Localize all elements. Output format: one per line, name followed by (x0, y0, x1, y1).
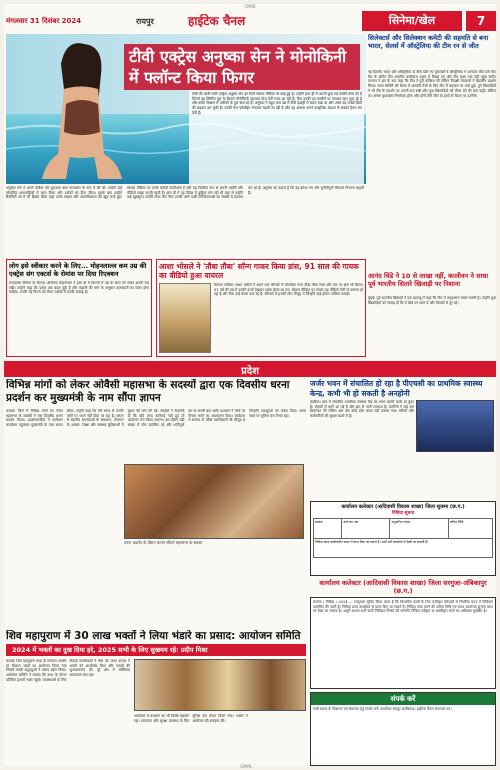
tender-detail: निविदा प्रपत्र कार्यालयीन समय में प्राप्त किए जा सकते हैं। सभी शर्तें कार्यालय में देखी जा सकती हैं। (314, 538, 493, 558)
newspaper-page (4, 4, 496, 766)
tender-col-date: अंतिम तिथि (448, 519, 492, 539)
tender-table (313, 518, 493, 558)
player-story-text: मुंबई। पूर्व भारतीय खिलाड़ी ने एक इंटरव्यू में कहा कि टीम में अनुशासन सबसे जरूरी है। उन्होंने युवा खिलाड़ियों को सलाह दी कि वे खेल पर ध्यान दें और विवादों से दूर रहें। (368, 296, 496, 305)
main-story-body (192, 92, 362, 182)
owaisi-protest-text: कवर्धा। जिले में विभिन्न मांगों को लेकर महासभा के सदस्यों ने एक दिवसीय धरना प्रदर्शन किया। प्रदर्शनकारियों ने कलेक्टर कार्यालय पहुंचकर मुख्यमंत्री के नाम ज्ञापन सौंपा। उन्होंने कहा कि लंबे समय से उनकी मांगों पर ध्यान नहीं दिया जा रहा है। ज्ञापन में स्थानीय समस्याओं के समाधान, रोजगार के अवसर, शिक्षा और स्वास्थ्य सुविधाओं में सुधार की मांग की गई। सदस्यों ने चेतावनी दी कि यदि जल्द कार्रवाई नहीं हुई तो आंदोलन तेज किया जाएगा। इस दौरान बड़ी संख्या में लोग उपस्थित रहे और शांतिपूर्ण ढंग से अपनी बात रखी। प्रशासन ने मांगों पर विचार करने का आश्वासन दिया। कार्यक्रम में समाज के वरिष्ठ पदाधिकारी भी मौजूद थे जिन्होंने एकजुटता का संदेश दिया। धरना स्थल पर पुलिस बल तैनात रहा। (6, 409, 306, 428)
issue-date: मंगलवार 31 दिसंबर 2024 (6, 17, 82, 25)
phc-building-photo (416, 400, 494, 452)
tender-notice-title: कार्यालय कलेक्टर (आदिवासी विकास शाखा) जिला सुकमा (छ.ग.) (341, 504, 465, 510)
phc-story-text: पंडरिया। ग्राम में संचालित प्राथमिक स्वास्थ्य केंद्र का भवन काफी जर्जर हो चुका है। दीवारों में दरारें आ गई हैं और छत से पानी टपकता है। ग्रामीणों ने कई बार शिकायत की लेकिन अब तक कोई ठोस कदम नहीं उठाया गया। मरीजों और कर्मचारियों की सुरक्षा खतरे में है। (310, 400, 414, 419)
tender-notice-subtitle: निविदा सूचना (391, 511, 414, 516)
shiv-mahapuran-headline: शिव महापुराण में 30 लाख भक्तों ने लिया भंडारे का प्रसाद: आयोजन समिति (6, 630, 301, 642)
tender-col-cost: अनुमानित लागत (390, 519, 449, 539)
newspaper-brand: हाईटेक चैनल (188, 14, 246, 28)
shiv-mahapuran-photo (134, 659, 306, 711)
main-story-text: टीवी की जानी-मानी एक्ट्रेस अनुष्का सेन इन दिनों सोशल मीडिया पर छाई हुई हैं। उन्होंने हाल ही में अपनी कुछ नई तस्वीरें शेयर की हैं जिनमें वह स्विमिंग पूल के किनारे मोनोकिनी पहनकर पोज देती नजर आ रही हैं। फैंस उनकी इन तस्वीरों पर जमकर प्यार लुटा रहे हैं और कमेंट सेक्शन में तारीफों के पुल बांध रहे हैं। अनुष्का ने बहुत कम उम्र में टीवी इंडस्ट्री में कदम रखा था और आज वह लाखों दिलों की धड़कन बन चुकी हैं। उनकी फैन फॉलोइंग लगातार बढ़ती जा रही है और वह अक्सर अपने स्टाइलिश अंदाज से सबको हैरान कर देती हैं। (192, 92, 362, 115)
asha-bhosle-headline: आशा भोसले ने 'तौबा तौबा' सॉन्ग गाकर किया डांस, 91 साल की गायक का वीडियो हुआ वायरल (159, 262, 359, 280)
asha-bhosle-story-box (156, 259, 366, 357)
mohanlal-headline: लोग इसे स्वीकार करने के लिए... मोहनलाल्ल कम उम्र की एक्ट्रेस संग एक्टर्स के रोमांस पर दिया रिएक्शन (9, 262, 147, 278)
mohanlal-story-text: मलयालम सिनेमा के दिग्गज अभिनेता मोहनलाल ने हाल ही में फिल्मों में उम्र के अंतर को लेकर अपनी राय रखी। उन्होंने कहा कि दर्शक अब बदल चुके हैं और कहानी की मांग के अनुसार कलाकारों का चयन होना चाहिए। उनकी नई फिल्म को लेकर दर्शकों में काफी उत्साह है। (9, 281, 149, 295)
cmyk-mark-top: CMYK (244, 4, 256, 9)
collector-notice-text: क्रमांक / निविदा / 2024 — एतद्द्वारा सूचित किया जाता है कि विभागीय कार्यों के लिए पंजीकृत ठेकेदारों से निर्धारित प्रपत्र में निविदाएं आमंत्रित की जाती हैं। निविदा प्रपत्र कार्यालय से प्राप्त किए जा सकते हैं। निविदा जमा करने की अंतिम तिथि एवं समय कार्यालय सूचना पटल पर देखा जा सकता है। अधूरी अथवा शर्तों वाली निविदाएं निरस्त की जाएंगी। निविदा स्वीकृत या अस्वीकृत करने का अधिकार सुरक्षित है। (313, 600, 493, 614)
owaisi-protest-headline: विभिन्न मांगों को लेकर ओवैसी महासभा के सदस्यों द्वारा एक दिवसीय धरना प्रदर्शन कर मुख्यमंत्री के नाम सौंपा ज्ञापन (6, 379, 290, 404)
page-number: 7 (466, 11, 496, 31)
shiv-mahapuran-text: कवर्धा। शिव महापुराण कथा के समापन अवसर पर विशाल भंडारे का आयोजन किया गया जिसमें लाखों श्रद्धालुओं ने प्रसाद ग्रहण किया। आयोजन समिति ने बताया कि कथा के दौरान प्रतिदिन हजारों भक्त पहुंचे। व्यवस्थाओं के लिए सैकड़ों स्वयंसेवकों ने सेवा दी। कथा वाचक ने भक्तों को आशीर्वाद दिया और नववर्ष की शुभकामनाएं दीं। पूरे क्षेत्र में भक्तिमय वातावरण बना रहा। (6, 659, 130, 682)
protest-photo-caption: धरना प्रदर्शन के दौरान ज्ञापन सौंपते महासभा के सदस्य (124, 540, 203, 545)
advertisement-text: सभी प्रकार के विज्ञापन एवं समाचार हेतु संपर्क करें। कार्यालय रायपुर छत्तीसगढ़। हाईटेक चैनल समाचार पत्र। (313, 707, 452, 711)
cricket-story-text: नई दिल्ली। भारत और ऑस्ट्रेलिया के बीच खेले गए मुकाबले में ऑस्ट्रेलिया ने शानदार जीत दर्ज की। मैच के अंतिम दिन भारतीय बल्लेबाज दबाव में बिखर गए और टीम लक्ष्य तक नहीं पहुंच सकी। कप्तान ने हार के बाद कहा कि टीम ने पूरी कोशिश की लेकिन विपक्षी गेंदबाजों ने बेहतरीन प्रदर्शन किया। चयन समिति की बैठक में आगामी मैचों के लिए टीम में बदलाव पर चर्चा हुई। पूर्व खिलाड़ियों ने भी टीम के प्रदर्शन पर अपनी राय रखी और युवा खिलाड़ियों को मौका देने की बात कही। सीरीज का अगला मुकाबला निर्णायक होगा और दोनों टीमें जीत के इरादे से मैदान पर उतरेंगी। (368, 70, 496, 98)
page-header (4, 10, 496, 32)
asha-bhosle-story-text: दिग्गज गायिका आशा भोसले ने अपने एक कॉन्सर्ट में लोकप्रिय गाना तौबा तौबा गाया और मंच पर डांस भी किया। 91 वर्ष की उम्र में उनकी ऊर्जा देखकर दर्शक हैरान रह गए। सोशल मीडिया पर उनका यह वीडियो तेजी से वायरल हो रहा है और फैंस उन्हें प्रेरणा बता रहे हैं। कॉन्सर्ट में हजारों लोग मौजूद थे जिन्होंने खड़े होकर तालियां बजाईं। (214, 283, 363, 297)
advertisement-box (310, 692, 496, 766)
tender-notice (310, 501, 496, 576)
section-band (4, 361, 496, 377)
right-column (368, 34, 496, 357)
cmyk-mark-bottom: CMYK (240, 764, 252, 769)
edition-city: रायपुर (136, 17, 154, 26)
collector-notice-box (310, 597, 496, 689)
section-band-title: प्रदेश (241, 366, 259, 377)
section-title: सिनेमा/खेल (362, 11, 462, 31)
advertisement-title: संपर्क करें (311, 693, 495, 705)
main-story-headline: टीवी एक्ट्रेस अनुष्का सेन ने मोनोकिनी में फ्लॉन्ट किया फिगर (124, 44, 360, 90)
mohanlal-story-box (6, 259, 152, 357)
protest-photo (124, 464, 304, 539)
tender-col-serial: क्रमांक (314, 519, 342, 539)
tender-col-work: कार्य का नाम (342, 519, 390, 539)
collector-notice-headline: कार्यालय कलेक्टर (आदिवासी विकास शाखा) जिला सरगुजा-अंबिकापुर (छ.ग.) (319, 579, 487, 595)
asha-bhosle-photo (159, 283, 211, 353)
shiv-mahapuran-strip: 2024 में भक्तों का दुख दिया हरे, 2025 सभी के लिए सुखमय रहे: प्रदीप मिश्रा (6, 644, 306, 656)
phc-headline: जर्जर भवन में संचालित हो रहा है पीएचसी का प्राथमिक स्वास्थ्य केन्द्र, कभी भी हो सकती है अनहोनी (310, 379, 483, 398)
cricket-headline: सिलेक्टर्स और सिलेक्शन कमेटी की सहमति से बना भारत, सेलर्स में ऑस्ट्रेलिया की टीम रन से जीत (368, 34, 489, 50)
main-story-continuation: अनुष्का सेन ने अपने करियर की शुरुआत बाल कलाकार के रूप में की थी। उन्होंने कई लोकप्रिय धारावाहिकों में काम किया और दर्शकों का दिल जीता। इसके बाद उन्होंने रियलिटी शो में भी हिस्सा लिया जहां उनके साहस और आत्मविश्वास की खूब चर्चा हुई। सोशल मीडिया पर उनके करोड़ों फॉलोअर्स हैं और वह नियमित रूप से अपनी तस्वीरें और वीडियो साझा करती रहती हैं। हाल ही में वह विदेश में छुट्टियां मना रही थीं जहां से उन्होंने कई खूबसूरत तस्वीरें पोस्ट कीं। फैंस उनकी आने वाली परियोजनाओं का बेसब्री से इंतजार कर रहे हैं। अनुष्का का कहना है कि वह हमेशा नए और चुनौतीपूर्ण किरदार निभाना चाहती हैं। (6, 186, 364, 200)
player-headline: आनंद चिंडे ने 10 से लाखा नहीं, कालीवन ने साधा पूर्व भारतीय सितारे खिलाड़ी पर निशाना (368, 272, 489, 288)
shiv-mahapuran-text-2: आयोजन में प्रशासन का भी विशेष सहयोग रहा। यातायात और सुरक्षा व्यवस्था के लिए पुलिस बल तैनात किया गया। भक्तों ने आयोजन की सराहना की। (134, 714, 248, 723)
